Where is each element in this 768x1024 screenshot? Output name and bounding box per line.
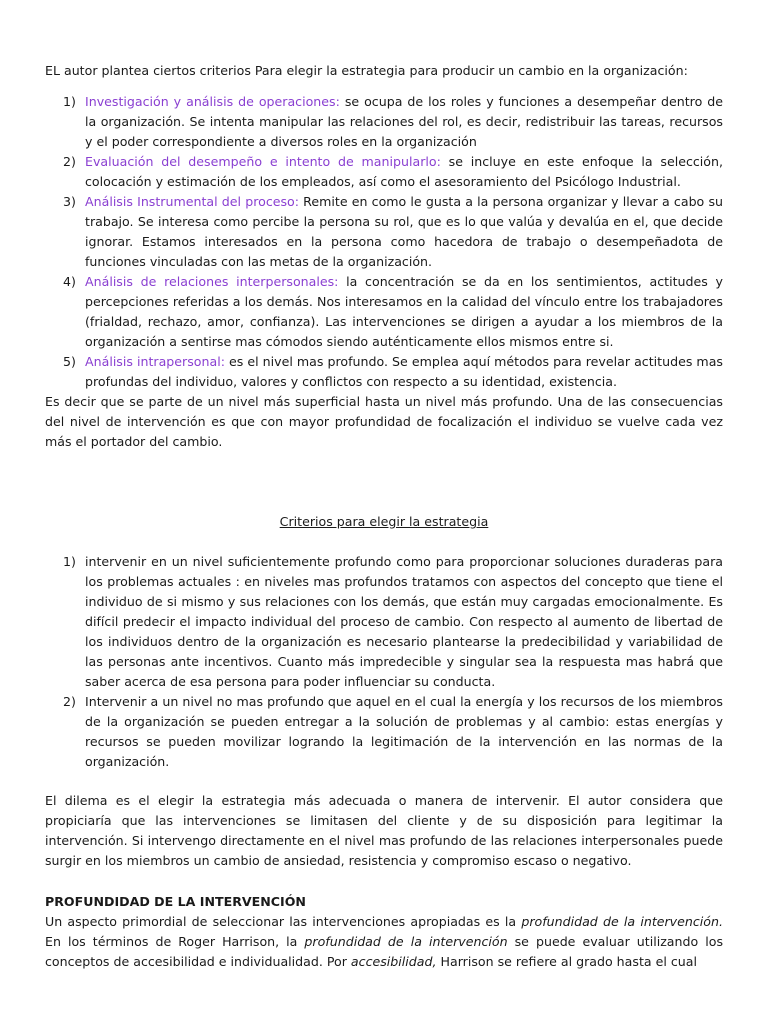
summary-paragraph: Es decir que se parte de un nivel más superficial hasta un nivel más profundo. Una de las consecuencias del nivel de intervención es que con mayor profundidad de focalización el individuo se vuelve cada vez más el portador del cambio. xyxy=(45,394,723,449)
emphasis-run: accesibilidad, xyxy=(350,954,437,969)
text-run: En los términos de Roger Harrison, la xyxy=(45,934,305,949)
item-number: 5) xyxy=(63,354,76,369)
list-item xyxy=(45,552,723,692)
dilemma-paragraph: El dilema es el elegir la estrategia más adecuada o manera de intervenir. El autor considera que propiciaría que las intervenciones se limitasen del cliente y de su disposición para legitimar la intervención. Si intervengo directamente en el nivel mas profundo de las relaciones interpersonales puede surgir en los miembros un cambio de ansiedad, resistencia y compromiso escaso o negativo. xyxy=(45,793,723,868)
list-item xyxy=(45,92,723,152)
item-text: es el nivel mas profundo. Se emplea aquí métodos para revelar actitudes mas profundas del individuo, valores y conflictos con respecto a su identidad, existencia. xyxy=(85,354,723,389)
section-heading: PROFUNDIDAD DE LA INTERVENCIÓN xyxy=(45,894,306,909)
emphasis-run: profundidad de la intervención xyxy=(304,934,508,949)
item-title: Análisis Instrumental del proceso: xyxy=(85,194,299,209)
item-number: 1) xyxy=(63,94,76,109)
strategy-criteria-list xyxy=(45,552,723,772)
text-run: Harrison se refiere al grado hasta el cual xyxy=(436,954,697,969)
text-run: Un aspecto primordial de seleccionar las intervenciones apropiadas es la xyxy=(45,914,522,929)
item-title: Análisis de relaciones interpersonales: xyxy=(85,274,339,289)
list-item xyxy=(45,272,723,352)
list-item xyxy=(45,692,723,772)
list-item xyxy=(45,192,723,272)
item-title: Evaluación del desempeño e intento de manipularlo: xyxy=(85,154,441,169)
list-item xyxy=(45,152,723,192)
section-title: Criterios para elegir la estrategia xyxy=(279,514,489,529)
text-run: se puede evaluar utilizando los conceptos de accesibilidad e individualidad. Por xyxy=(45,934,724,969)
item-number: 2) xyxy=(63,154,76,169)
item-text: Intervenir a un nivel no mas profundo que aquel en el cual la energía y los recursos de los miembros de la organización se pueden entregar a la solución de problemas y al cambio: estas energías y recursos se pueden movilizar logrando la legitimación de la intervención en las normas de la organización. xyxy=(85,694,723,769)
item-number: 2) xyxy=(63,694,76,709)
criteria-list xyxy=(45,92,723,392)
item-text: se ocupa de los roles y funciones a desempeñar dentro de la organización. Se intenta manipular las relaciones del rol, es decir, redistribuir las tareas, recursos y el poder correspondiente a diversos roles en la organización xyxy=(85,94,724,149)
list-item xyxy=(45,352,723,392)
item-number: 4) xyxy=(63,274,76,289)
document-page xyxy=(45,61,723,972)
item-text: Remite en como le gusta a la persona organizar y llevar a cabo su trabajo. Se interesa como percibe la persona su rol, que es lo que valúa y devalúa en el, que decide ignorar. Estamos interesados en la persona como hacedora de trabajo o desempeñadota de funciones vinculadas con las metas de la organización. xyxy=(85,194,723,269)
item-text: intervenir en un nivel suficientemente profundo como para proporcionar soluciones duraderas para los problemas actuales : en niveles mas profundos tratamos con aspectos del concepto que tiene el individuo de si mismo y sus relaciones con los demás, que están muy cargadas emocionalmente. Es difícil predecir el impacto individual del proceso de cambio. Con respecto al aumento de libertad de los individuos dentro de la organización es necesario plantearse la predecibilidad y variabilidad de las personas ante incentivos. Cuanto más impredecible y singular sea la respuesta mas habrá que saber acerca de esa persona para poder influenciar su conducta. xyxy=(85,554,723,689)
item-number: 3) xyxy=(63,194,76,209)
emphasis-run: profundidad de la intervención. xyxy=(521,914,723,929)
depth-paragraph xyxy=(45,912,723,972)
item-title: Investigación y análisis de operaciones: xyxy=(85,94,340,109)
intro-paragraph: EL autor plantea ciertos criterios Para elegir la estrategia para producir un cambio en la organización: xyxy=(45,63,688,78)
item-text: la concentración se da en los sentimientos, actitudes y percepciones referidas a los demás. Nos interesamos en la calidad del vínculo entre los trabajadores (frialdad, rechazo, amor, confianza). Las intervenciones se dirigen a ayudar a los miembros de la organización a sentirse mas cómodos siendo auténticamente ellos mismos entre si. xyxy=(85,274,723,349)
item-title: Análisis intrapersonal: xyxy=(85,354,225,369)
item-text: se incluye en este enfoque la selección, colocación y estimación de los empleados, así como el asesoramiento del Psicólogo Industrial. xyxy=(85,154,723,189)
item-number: 1) xyxy=(63,554,76,569)
